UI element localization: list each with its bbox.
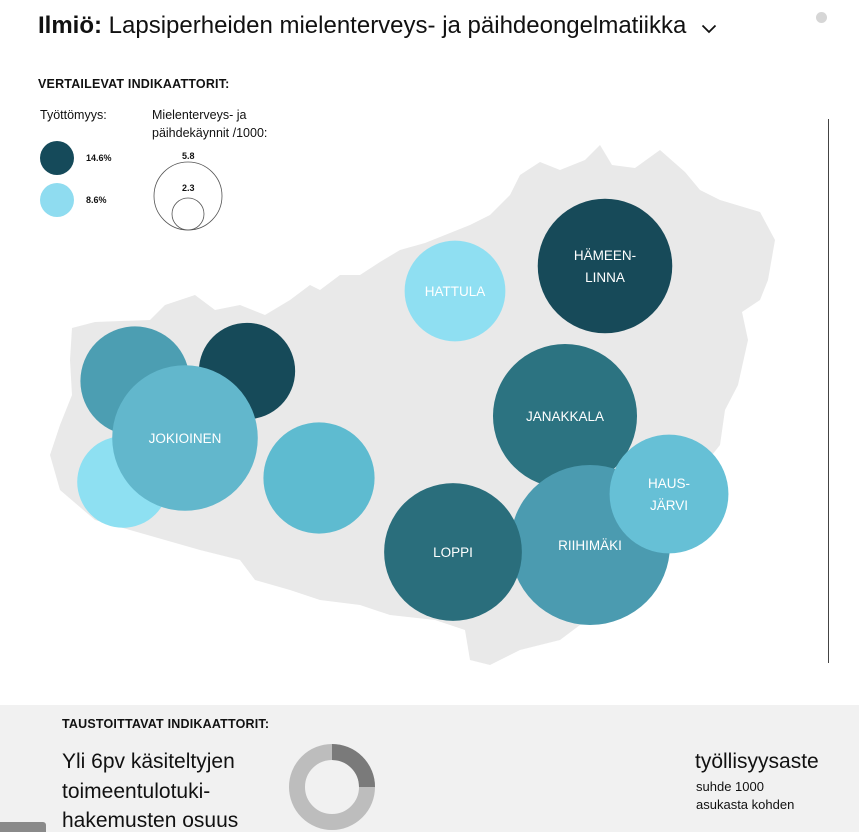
visits-legend-label-1: Mielenterveys- ja — [152, 108, 247, 122]
map-divider — [828, 119, 829, 663]
employment-rate-title: työllisyysaste — [695, 750, 819, 773]
phenomenon-title: Lapsiperheiden mielenterveys- ja päihdeongelmatiikka — [108, 12, 687, 39]
municipality-bubble-hausjärvi[interactable] — [610, 435, 729, 554]
employment-rate-sub-2: asukasta kohden — [696, 797, 795, 812]
visits-min-value: 2.3 — [182, 183, 195, 193]
municipality-label: LOPPI — [433, 545, 473, 560]
visits-legend-label-2: päihdekäynnit /1000: — [152, 126, 268, 140]
processing-share-donut — [288, 743, 378, 833]
indicator-text-line-1: Yli 6pv käsiteltyjen — [62, 750, 235, 773]
visits-max-value: 5.8 — [182, 151, 195, 161]
indicator-text-line-2: toimeentulotuki- — [62, 780, 211, 803]
municipality-label: RIIHIMÄKI — [558, 538, 622, 553]
municipality-bubble-7[interactable] — [263, 422, 374, 533]
municipality-label: HÄMEEN- — [573, 248, 637, 263]
unemployment-legend-label: Työttömyys: — [40, 108, 107, 122]
phenomenon-label: Ilmiö: — [38, 12, 102, 39]
municipality-label: HAUS- — [647, 476, 691, 491]
corner-tab[interactable] — [0, 822, 46, 832]
employment-rate-sub-1: suhde 1000 — [696, 779, 764, 794]
municipality-label: HATTULA — [424, 284, 486, 299]
comparative-indicators-heading: VERTAILEVAT INDIKAATTORIT: — [38, 77, 230, 91]
background-indicators-panel — [0, 705, 859, 832]
indicator-text-line-3: hakemusten osuus — [62, 809, 239, 832]
background-indicators-heading: TAUSTOITTAVAT INDIKAATTORIT: — [62, 717, 270, 731]
donut-share-arc — [332, 752, 367, 787]
municipality-label: JOKIOINEN — [148, 431, 222, 446]
unemployment-high-value: 14.6% — [86, 153, 112, 163]
unemployment-low-value: 8.6% — [86, 195, 107, 205]
municipality-label: JANAKKALA — [525, 409, 605, 424]
municipality-bubble-hämeenlinna[interactable] — [538, 199, 673, 334]
municipality-label: JÄRVI — [649, 498, 689, 513]
municipality-label: LINNA — [585, 270, 625, 285]
